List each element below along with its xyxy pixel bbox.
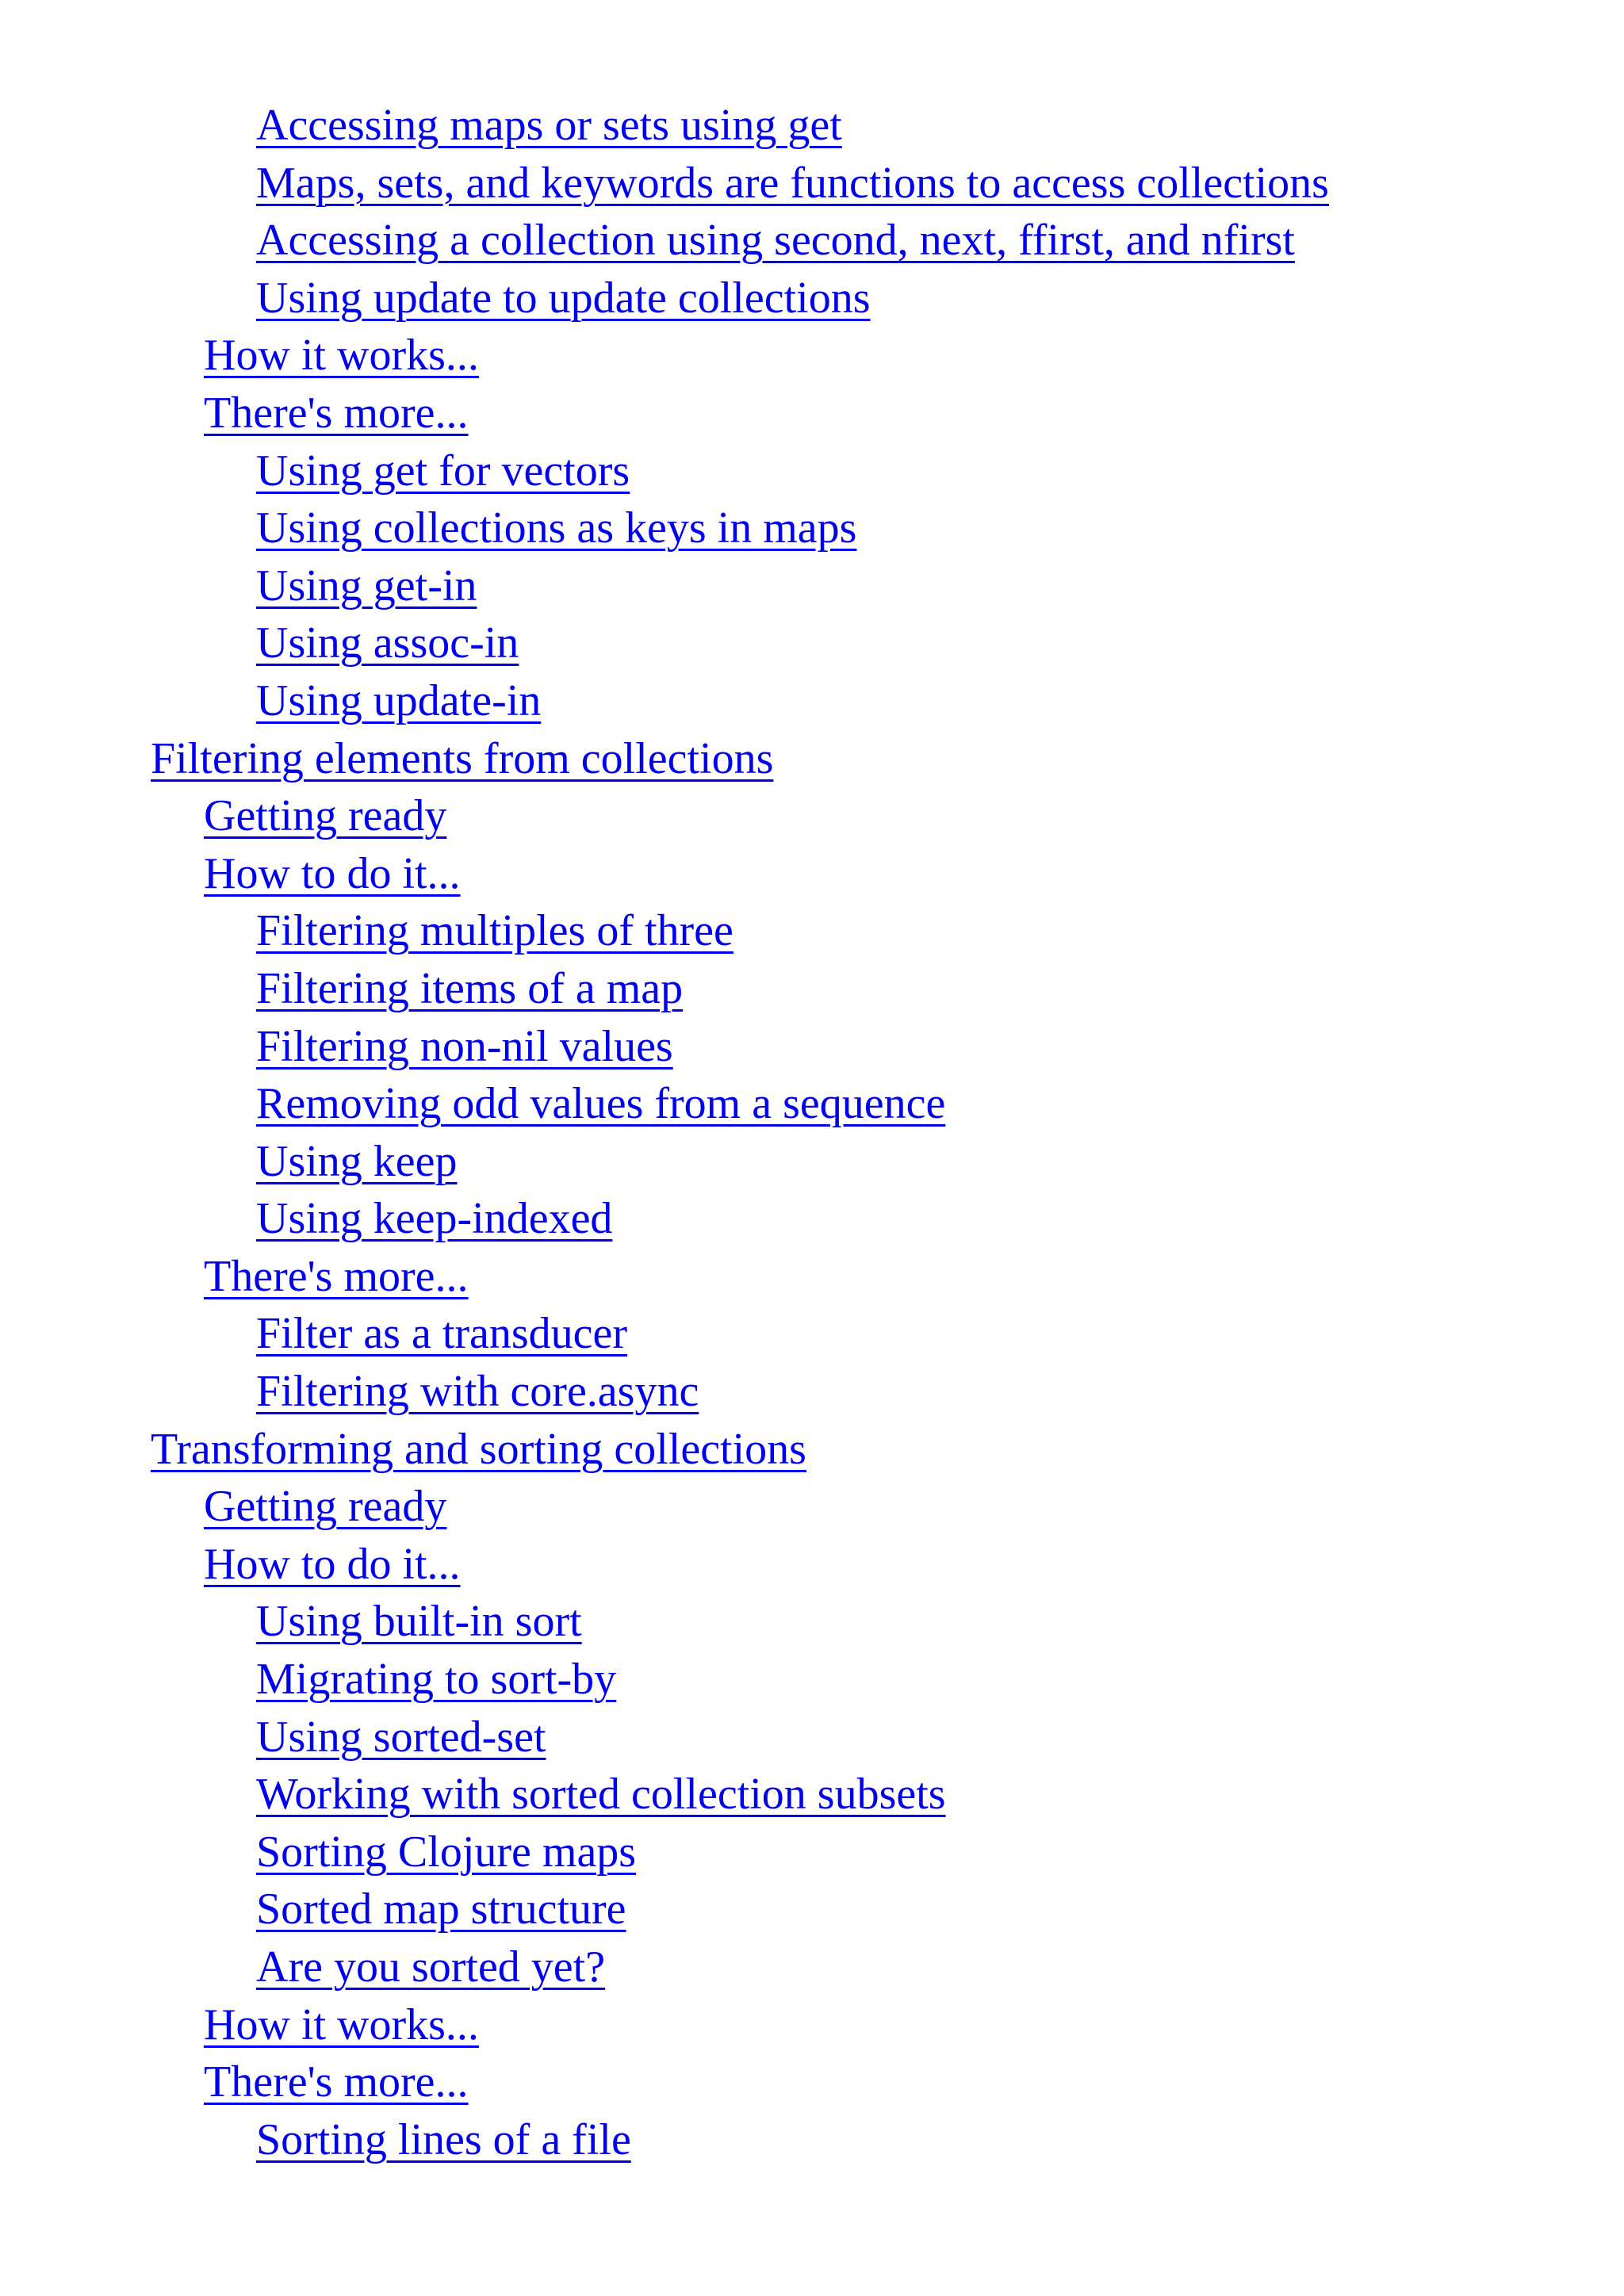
toc-link[interactable]: Filter as a transducer <box>256 1309 628 1359</box>
toc-entry <box>0 787 1624 845</box>
toc-link[interactable]: Using sorted-set <box>256 1712 546 1762</box>
toc-link[interactable]: Maps, sets, and keywords are functions to access collections <box>256 158 1329 208</box>
toc-entry <box>0 1709 1624 1766</box>
toc-entry <box>0 499 1624 557</box>
toc-entry <box>0 1593 1624 1651</box>
toc-link[interactable]: How it works... <box>204 1999 479 2049</box>
toc-link[interactable]: Sorting Clojure maps <box>256 1827 637 1877</box>
toc-link[interactable]: Sorted map structure <box>256 1885 626 1934</box>
toc-link[interactable]: Migrating to sort-by <box>256 1655 617 1705</box>
toc-entry <box>0 270 1624 327</box>
toc-link[interactable]: Using assoc-in <box>256 618 519 668</box>
toc-link[interactable]: Using get-in <box>256 561 477 610</box>
toc-entry <box>0 557 1624 615</box>
toc-link[interactable]: How it works... <box>204 331 479 381</box>
toc-link[interactable]: Using collections as keys in maps <box>256 503 857 553</box>
toc-link[interactable]: There's more... <box>204 388 469 438</box>
toc-entry <box>0 1363 1624 1421</box>
toc-link[interactable]: There's more... <box>204 1251 469 1301</box>
toc-link[interactable]: Filtering multiples of three <box>256 906 733 956</box>
toc-link[interactable]: Are you sorted yet? <box>256 1942 606 1992</box>
toc-link[interactable]: Filtering non-nil values <box>256 1021 673 1071</box>
toc-entry <box>0 1536 1624 1594</box>
toc-link[interactable]: Transforming and sorting collections <box>151 1424 806 1474</box>
toc-entry <box>0 1996 1624 2054</box>
toc-entry <box>0 1075 1624 1133</box>
toc-link[interactable]: Using keep <box>256 1136 458 1186</box>
toc-entry <box>0 1305 1624 1363</box>
toc-entry <box>0 672 1624 730</box>
toc-link[interactable]: How to do it... <box>204 848 461 898</box>
toc-entry <box>0 97 1624 155</box>
toc-entry <box>0 1190 1624 1248</box>
toc-link[interactable]: Using update to update collections <box>256 273 871 323</box>
toc-link[interactable]: Getting ready <box>204 1482 447 1532</box>
toc-entry <box>0 1018 1624 1076</box>
toc-entry <box>0 2111 1624 2169</box>
toc-entry <box>0 1938 1624 1996</box>
toc-entry <box>0 1766 1624 1823</box>
toc-entry <box>0 1478 1624 1536</box>
toc-entry <box>0 385 1624 442</box>
toc-link[interactable]: Accessing maps or sets using get <box>256 101 842 150</box>
toc-entry <box>0 2053 1624 2111</box>
toc-entry <box>0 1421 1624 1479</box>
toc-entry <box>0 614 1624 672</box>
toc-link[interactable]: There's more... <box>204 2057 469 2107</box>
toc-entry <box>0 1651 1624 1709</box>
toc-link[interactable]: Sorting lines of a file <box>256 2114 631 2164</box>
toc-entry <box>0 155 1624 212</box>
toc-entry <box>0 902 1624 960</box>
toc-entry <box>0 442 1624 500</box>
toc-link[interactable]: Using update-in <box>256 675 542 725</box>
toc-entry <box>0 1823 1624 1881</box>
toc-entry <box>0 1248 1624 1306</box>
toc-link[interactable]: Filtering items of a map <box>256 963 684 1013</box>
toc-entry <box>0 212 1624 270</box>
toc-link[interactable]: Getting ready <box>204 791 447 841</box>
toc-entry <box>0 1133 1624 1191</box>
toc-entry <box>0 730 1624 788</box>
toc-link[interactable]: Filtering with core.async <box>256 1367 699 1417</box>
toc-link[interactable]: Working with sorted collection subsets <box>256 1770 946 1820</box>
toc-link[interactable]: How to do it... <box>204 1539 461 1589</box>
toc-entry <box>0 960 1624 1018</box>
toc-link[interactable]: Accessing a collection using second, next, ffirst, and nfirst <box>256 216 1295 266</box>
table-of-contents <box>0 97 1624 2168</box>
toc-link[interactable]: Removing odd values from a sequence <box>256 1079 946 1129</box>
toc-link[interactable]: Using built-in sort <box>256 1597 582 1647</box>
toc-link[interactable]: Using get for vectors <box>256 446 630 496</box>
toc-link[interactable]: Filtering elements from collections <box>151 733 774 783</box>
toc-entry <box>0 327 1624 385</box>
toc-link[interactable]: Using keep-indexed <box>256 1194 613 1244</box>
toc-entry <box>0 1881 1624 1938</box>
toc-entry <box>0 845 1624 903</box>
